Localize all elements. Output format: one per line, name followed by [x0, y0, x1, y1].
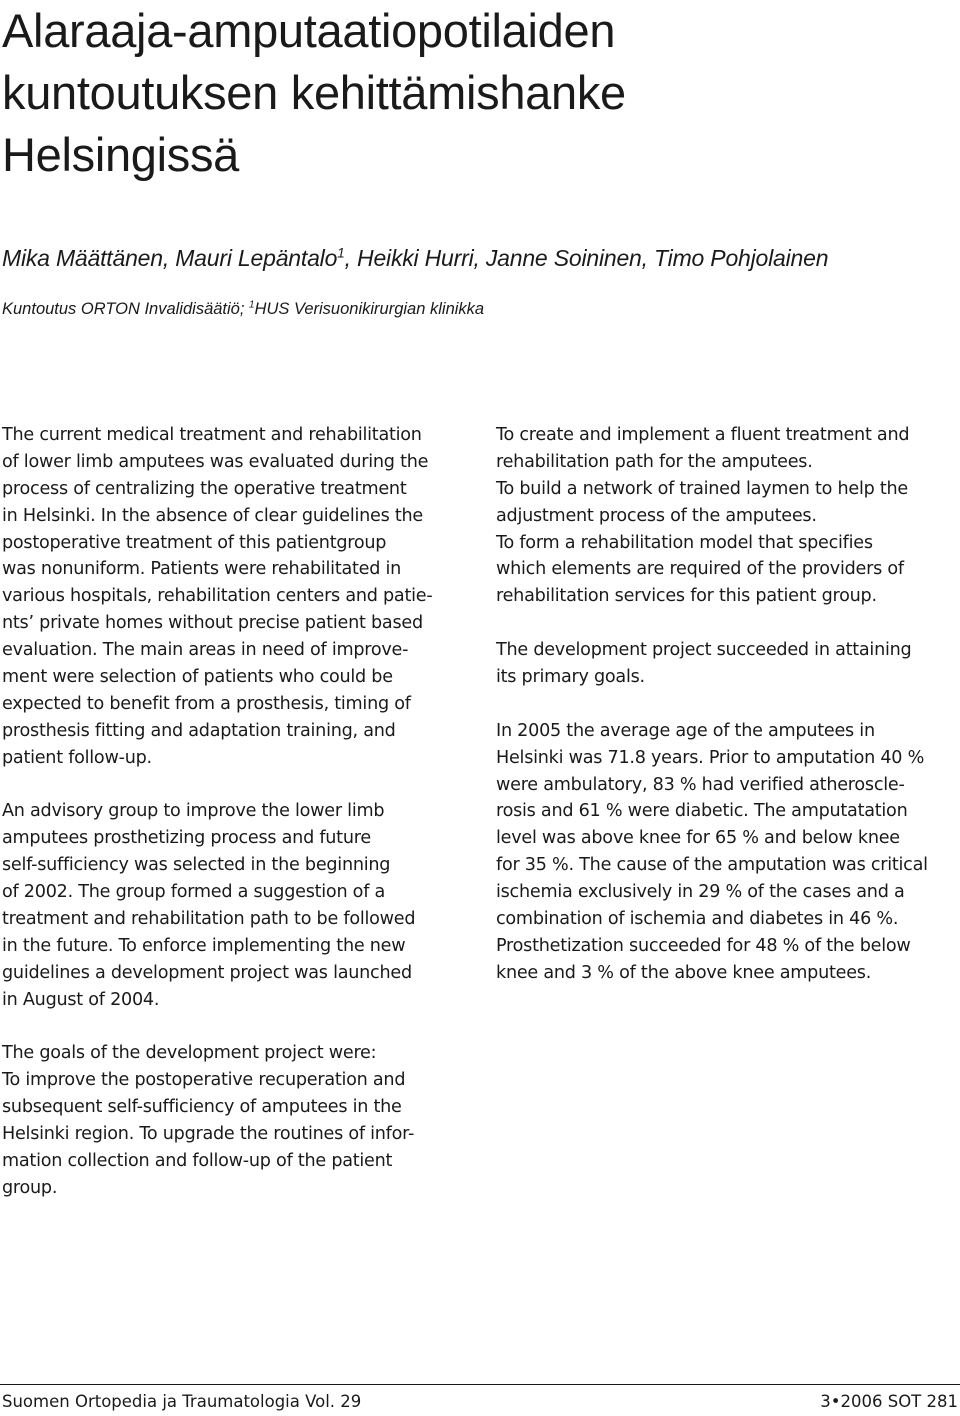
footer-divider — [0, 1384, 960, 1385]
authors-footnote-mark: 1 — [337, 245, 345, 261]
text-line: in the future. To enforce implementing the new — [2, 935, 406, 956]
text-line: rehabilitation services for this patient group. — [496, 586, 877, 607]
text-line: amputees prosthetizing process and future — [2, 828, 371, 849]
text-line: process of centralizing the operative treatment — [2, 478, 407, 499]
text-line: Helsinki was 71.8 years. Prior to amputation 40 % — [496, 747, 925, 768]
paragraph-gap — [496, 691, 958, 718]
text-line: postoperative treatment of this patientgroup — [2, 532, 387, 553]
text-line: evaluation. The main areas in need of improve- — [2, 640, 409, 661]
title-line-2: kuntoutuksen kehittämishanke — [2, 66, 626, 119]
journal-name: Suomen Ortopedia ja Traumatologia Vol. 29 — [2, 1392, 362, 1411]
title-line-3: Helsingissä — [2, 128, 240, 181]
text-line: were ambulatory, 83 % had verified atheroscle- — [496, 774, 905, 795]
text-line: of 2002. The group formed a suggestion of a — [2, 882, 386, 903]
text-line: ischemia exclusively in 29 % of the cases and a — [496, 882, 905, 903]
text-line: various hospitals, rehabilitation centers and patie- — [2, 586, 433, 607]
text-line: rosis and 61 % were diabetic. The amputatation — [496, 801, 908, 822]
paragraph — [2, 422, 472, 772]
left-column — [2, 422, 472, 1202]
text-line: The development project succeeded in attaining — [496, 640, 912, 661]
text-line: nts’ private homes without precise patient based — [2, 613, 423, 634]
text-line: To form a rehabilitation model that specifies — [496, 532, 873, 553]
paragraph — [496, 422, 958, 610]
text-line: subsequent self-sufficiency of amputees in the — [2, 1097, 402, 1118]
paragraph — [2, 798, 472, 1013]
text-line: patient follow-up. — [2, 747, 152, 768]
text-line: Helsinki region. To upgrade the routines of infor- — [2, 1124, 415, 1145]
text-line: The goals of the development project were: — [2, 1043, 377, 1064]
text-line: To improve the postoperative recuperation and — [2, 1070, 406, 1091]
issue-page-number: 3•2006 SOT 281 — [820, 1392, 958, 1411]
text-line: of lower limb amputees was evaluated during the — [2, 451, 429, 472]
text-line: To build a network of trained laymen to help the — [496, 478, 909, 499]
paragraph-gap — [2, 1014, 472, 1041]
text-line: mation collection and follow-up of the patient — [2, 1151, 393, 1172]
text-line: level was above knee for 65 % and below knee — [496, 828, 900, 849]
text-line: for 35 %. The cause of the amputation was critical — [496, 855, 928, 876]
text-line: The current medical treatment and rehabilitation — [2, 425, 422, 445]
text-line: self-sufficiency was selected in the beginning — [2, 855, 391, 876]
text-line: in August of 2004. — [2, 989, 160, 1010]
text-line: group. — [2, 1177, 58, 1198]
text-line: knee and 3 % of the above knee amputees. — [496, 962, 872, 983]
right-column — [496, 422, 958, 987]
text-line: expected to benefit from a prosthesis, timing of — [2, 693, 411, 714]
paragraph — [496, 718, 958, 987]
paragraph — [496, 637, 958, 691]
text-line: In 2005 the average age of the amputees in — [496, 720, 875, 741]
text-line: treatment and rehabilitation path to be followed — [2, 909, 416, 930]
affiliation — [2, 297, 484, 321]
text-line: adjustment process of the amputees. — [496, 505, 817, 526]
text-line: was nonuniform. Patients were rehabilitated in — [2, 559, 402, 580]
text-line: guidelines a development project was launched — [2, 962, 412, 983]
authors-text-a: Mika Määttänen, Mauri Lepäntalo — [2, 245, 338, 271]
affiliation-text-b: HUS Verisuonikirurgian klinikka — [254, 300, 485, 318]
paragraph — [2, 1040, 472, 1201]
affiliation-footnote-mark: 1 — [249, 299, 255, 311]
author-list — [2, 241, 828, 275]
text-line: in Helsinki. In the absence of clear guidelines the — [2, 505, 423, 526]
text-line: To create and implement a fluent treatment and — [496, 425, 910, 445]
affiliation-text-a: Kuntoutus ORTON Invalidisäätiö; — [2, 300, 250, 318]
paragraph-gap — [496, 610, 958, 637]
text-line: An advisory group to improve the lower limb — [2, 801, 385, 822]
text-line: its primary goals. — [496, 667, 645, 688]
text-line: which elements are required of the providers of — [496, 559, 904, 580]
text-line: Prosthetization succeeded for 48 % of the below — [496, 935, 911, 956]
article-title — [2, 0, 952, 186]
title-line-1: Alaraaja-amputaatiopotilaiden — [2, 4, 616, 57]
text-line: ment were selection of patients who could be — [2, 667, 393, 688]
text-line: combination of ischemia and diabetes in 46 %. — [496, 909, 899, 930]
authors-text-b: , Heikki Hurri, Janne Soininen, Timo Pohjolainen — [344, 245, 829, 271]
paragraph-gap — [2, 772, 472, 799]
text-line: rehabilitation path for the amputees. — [496, 451, 813, 472]
text-line: prosthesis fitting and adaptation training, and — [2, 720, 396, 741]
